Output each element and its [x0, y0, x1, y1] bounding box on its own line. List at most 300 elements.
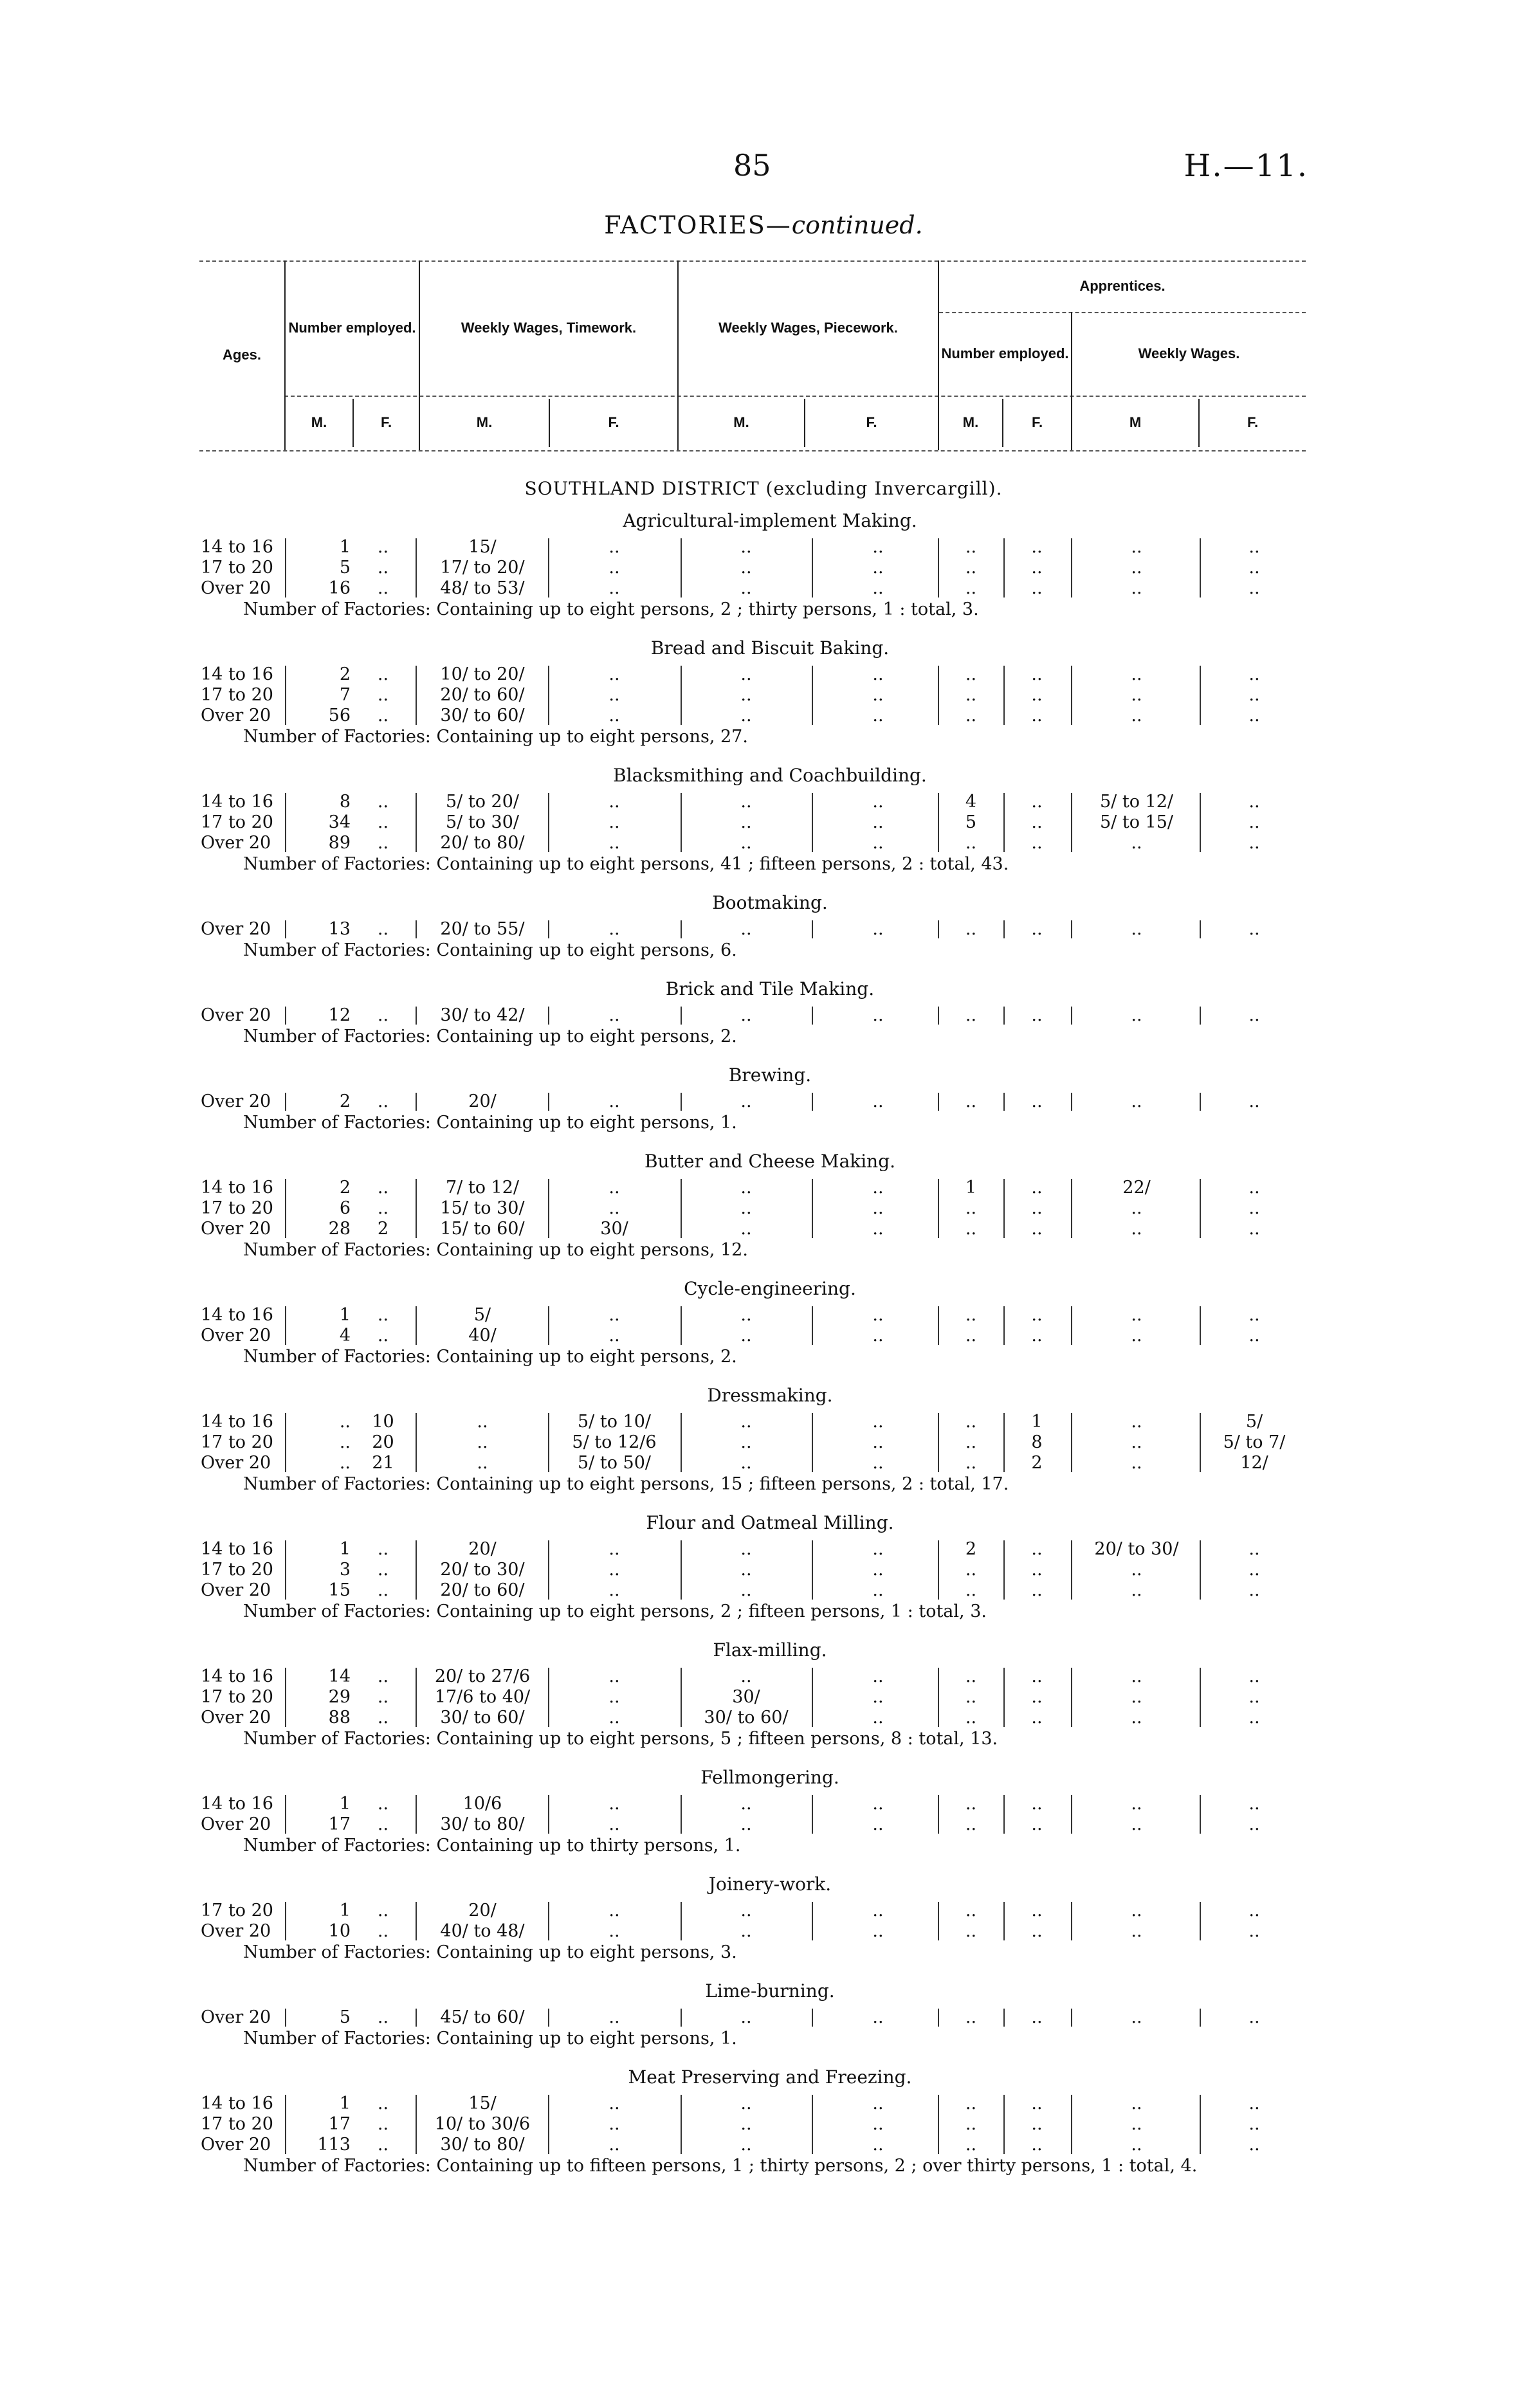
header-m: M. — [733, 414, 749, 431]
employed-m-cell: 17 — [328, 1814, 351, 1834]
apprentice-wages-f-cell: .. — [1248, 706, 1260, 725]
industry-section — [0, 1762, 1527, 1857]
employed-m-cell: 13 — [328, 919, 351, 939]
apprentices-f-cell: .. — [1031, 1178, 1043, 1198]
industry-section — [0, 632, 1527, 748]
apprentices-f-cell: .. — [1031, 1539, 1043, 1559]
timework-f-cell: .. — [608, 1005, 620, 1025]
apprentice-wages-f-cell: .. — [1248, 1005, 1260, 1025]
industry-section — [0, 1145, 1527, 1261]
industry-section — [0, 760, 1527, 875]
apprentices-m-cell: .. — [965, 833, 977, 853]
piecework-m-cell: .. — [740, 537, 752, 557]
timework-m-cell: .. — [477, 1432, 488, 1452]
factory-count-note: Number of Factories: Containing up to fifteen persons, 1 ; thirty persons, 2 ; over thirty persons, 1 : total, 4. — [243, 2156, 1198, 2176]
employed-f-cell: 21 — [372, 1453, 394, 1473]
timework-f-cell: .. — [608, 1687, 620, 1707]
piecework-f-cell: .. — [872, 558, 884, 578]
employed-m-cell: 1 — [339, 1901, 351, 1920]
timework-f-cell: .. — [608, 2135, 620, 2155]
apprentices-m-cell: .. — [965, 1219, 977, 1239]
apprentices-m-cell: .. — [965, 578, 977, 598]
apprentice-wages-f-cell: .. — [1248, 2093, 1260, 2113]
piecework-f-cell: .. — [872, 2093, 884, 2113]
industry-title: Joinery-work. — [708, 1874, 832, 1895]
timework-m-cell: .. — [477, 1412, 488, 1432]
apprentices-f-cell: .. — [1031, 1198, 1043, 1218]
piecework-m-cell: .. — [740, 1198, 752, 1218]
piecework-f-cell: .. — [872, 1666, 884, 1686]
timework-f-cell: .. — [608, 558, 620, 578]
timework-f-cell: 5/ to 12/6 — [572, 1432, 657, 1452]
apprentices-f-cell: .. — [1031, 1814, 1043, 1834]
timework-m-cell: 40/ — [468, 1326, 497, 1345]
employed-f-cell: .. — [377, 1560, 389, 1580]
timework-m-cell: 30/ to 42/ — [440, 1005, 525, 1025]
employed-f-cell: .. — [377, 664, 389, 684]
employed-f-cell: .. — [377, 1198, 389, 1218]
header-m: M — [1129, 414, 1142, 431]
piecework-f-cell: .. — [872, 1432, 884, 1452]
age-cell: 14 to 16 — [201, 664, 273, 684]
apprentices-f-cell: .. — [1031, 1326, 1043, 1345]
apprentices-f-cell: .. — [1031, 1921, 1043, 1941]
apprentices-m-cell: .. — [965, 1794, 977, 1814]
industry-rows — [0, 664, 1527, 726]
apprentices-m-cell: .. — [965, 1091, 977, 1111]
apprentices-f-cell: .. — [1031, 2135, 1043, 2155]
apprentice-wages-m-cell: .. — [1131, 833, 1142, 853]
employed-f-cell: .. — [377, 1178, 389, 1198]
piecework-f-cell: .. — [872, 1539, 884, 1559]
industry-title: Bread and Biscuit Baking. — [650, 637, 890, 659]
header-m: M. — [962, 414, 979, 431]
employed-m-cell: 10 — [328, 1921, 351, 1941]
table-row — [0, 1560, 1527, 1580]
timework-f-cell: 30/ — [600, 1219, 628, 1239]
piecework-m-cell: .. — [740, 1091, 752, 1111]
age-cell: Over 20 — [201, 1921, 271, 1941]
industry-section — [0, 1868, 1527, 1964]
title-main: FACTORIES— — [604, 211, 792, 239]
apprentice-wages-f-cell: .. — [1248, 1539, 1260, 1559]
piecework-f-cell: .. — [872, 2007, 884, 2027]
employed-m-cell: 5 — [339, 2007, 351, 2027]
industry-sections — [0, 505, 1527, 2177]
apprentices-m-cell: .. — [965, 664, 977, 684]
piecework-m-cell: .. — [740, 1901, 752, 1920]
factory-count-note: Number of Factories: Containing up to eight persons, 15 ; fifteen persons, 2 : total, 17. — [243, 1474, 1009, 1494]
timework-f-cell: .. — [608, 1326, 620, 1345]
apprentices-f-cell: .. — [1031, 1091, 1043, 1111]
employed-f-cell: .. — [377, 1708, 389, 1728]
employed-m-cell: 56 — [328, 706, 351, 725]
table-row — [0, 1921, 1527, 1942]
timework-m-cell: 15/ to 60/ — [440, 1219, 525, 1239]
timework-m-cell: 15/ — [468, 2093, 497, 2113]
apprentices-f-cell: .. — [1031, 537, 1043, 557]
industry-section — [0, 1059, 1527, 1134]
piecework-m-cell: 30/ to 60/ — [704, 1708, 789, 1728]
table-row — [0, 1901, 1527, 1921]
employed-f-cell: .. — [377, 558, 389, 578]
age-cell: 17 to 20 — [201, 1560, 273, 1580]
industry-rows — [0, 792, 1527, 853]
employed-m-cell: 16 — [328, 578, 351, 598]
header-m: M. — [476, 414, 493, 431]
apprentice-wages-m-cell: .. — [1131, 1666, 1142, 1686]
piecework-m-cell: .. — [740, 1305, 752, 1325]
timework-m-cell: 20/ — [468, 1091, 497, 1111]
header-weekly-wages-piecework: Weekly Wages, Piecework. — [718, 319, 898, 336]
industry-title: Agricultural-implement Making. — [623, 510, 917, 531]
table-row — [0, 1219, 1527, 1239]
piecework-m-cell: .. — [740, 685, 752, 705]
apprentices-m-cell: 5 — [965, 812, 977, 832]
industry-title: Fellmongering. — [700, 1767, 839, 1788]
table-row — [0, 558, 1527, 578]
employed-f-cell: .. — [377, 706, 389, 725]
timework-m-cell: 45/ to 60/ — [440, 2007, 525, 2027]
table-row — [0, 1580, 1527, 1601]
page-number: 85 — [733, 148, 771, 183]
factory-count-note: Number of Factories: Containing up to eight persons, 5 ; fifteen persons, 8 : total, 13. — [243, 1729, 998, 1749]
employed-m-cell: 6 — [339, 1198, 351, 1218]
apprentice-wages-m-cell: .. — [1131, 1305, 1142, 1325]
apprentice-wages-m-cell: .. — [1131, 1412, 1142, 1432]
timework-m-cell: 10/6 — [462, 1794, 502, 1814]
apprentices-f-cell: .. — [1031, 1666, 1043, 1686]
table-row — [0, 1453, 1527, 1473]
apprentices-f-cell: .. — [1031, 792, 1043, 812]
age-cell: Over 20 — [201, 1708, 271, 1728]
employed-m-cell: .. — [339, 1453, 351, 1473]
piecework-m-cell: .. — [740, 2135, 752, 2155]
employed-f-cell: 20 — [372, 1432, 394, 1452]
table-header — [199, 260, 1306, 453]
timework-f-cell: .. — [608, 1901, 620, 1920]
piecework-f-cell: .. — [872, 1794, 884, 1814]
timework-f-cell: .. — [608, 1539, 620, 1559]
table-row — [0, 1326, 1527, 1346]
factory-count-note: Number of Factories: Containing up to eight persons, 41 ; fifteen persons, 2 : total, 43. — [243, 854, 1009, 874]
table-row — [0, 1794, 1527, 1814]
apprentice-wages-m-cell: .. — [1131, 1580, 1142, 1600]
industry-rows — [0, 919, 1527, 940]
piecework-m-cell: .. — [740, 1178, 752, 1198]
apprentices-f-cell: .. — [1031, 2114, 1043, 2134]
apprentices-m-cell: .. — [965, 1005, 977, 1025]
employed-f-cell: .. — [377, 685, 389, 705]
timework-f-cell: 5/ to 10/ — [578, 1412, 651, 1432]
timework-f-cell: .. — [608, 1666, 620, 1686]
factory-count-note: Number of Factories: Containing up to eight persons, 2 ; thirty persons, 1 : total, 3. — [243, 599, 979, 619]
apprentices-m-cell: .. — [965, 1198, 977, 1218]
table-row — [0, 1539, 1527, 1560]
timework-f-cell: .. — [608, 792, 620, 812]
apprentice-wages-f-cell: .. — [1248, 1580, 1260, 1600]
piecework-m-cell: .. — [740, 1219, 752, 1239]
apprentice-wages-f-cell: .. — [1248, 2114, 1260, 2134]
apprentice-wages-f-cell: .. — [1248, 537, 1260, 557]
timework-f-cell: 5/ to 50/ — [578, 1453, 651, 1473]
apprentices-f-cell: .. — [1031, 1560, 1043, 1580]
table-row — [0, 1687, 1527, 1708]
apprentice-wages-f-cell: .. — [1248, 1921, 1260, 1941]
table-row — [0, 792, 1527, 812]
employed-f-cell: .. — [377, 2135, 389, 2155]
apprentices-f-cell: .. — [1031, 2093, 1043, 2113]
table-row — [0, 664, 1527, 685]
age-cell: Over 20 — [201, 2007, 271, 2027]
table-row — [0, 1005, 1527, 1026]
timework-m-cell: 30/ to 60/ — [440, 1708, 525, 1728]
apprentices-m-cell: .. — [965, 2135, 977, 2155]
employed-f-cell: .. — [377, 1326, 389, 1345]
industry-rows — [0, 1005, 1527, 1026]
piecework-f-cell: .. — [872, 706, 884, 725]
employed-f-cell: .. — [377, 1666, 389, 1686]
timework-m-cell: 30/ to 80/ — [440, 2135, 525, 2155]
apprentices-f-cell: .. — [1031, 1005, 1043, 1025]
table-row — [0, 1198, 1527, 1219]
apprentice-wages-f-cell: .. — [1248, 1305, 1260, 1325]
employed-m-cell: 1 — [339, 2093, 351, 2113]
apprentice-wages-f-cell: 5/ to 7/ — [1223, 1432, 1286, 1452]
employed-m-cell: 12 — [328, 1005, 351, 1025]
industry-title: Lime-burning. — [705, 1980, 835, 2002]
apprentice-wages-m-cell: .. — [1131, 2114, 1142, 2134]
piecework-m-cell: .. — [740, 1580, 752, 1600]
age-cell: 14 to 16 — [201, 1539, 273, 1559]
apprentices-f-cell: .. — [1031, 706, 1043, 725]
piecework-m-cell: .. — [740, 1453, 752, 1473]
timework-f-cell: .. — [608, 1091, 620, 1111]
apprentices-m-cell: .. — [965, 537, 977, 557]
apprentice-wages-f-cell: .. — [1248, 685, 1260, 705]
employed-m-cell: 28 — [328, 1219, 351, 1239]
apprentice-wages-m-cell: .. — [1131, 578, 1142, 598]
piecework-f-cell: .. — [872, 1219, 884, 1239]
employed-m-cell: 1 — [339, 1305, 351, 1325]
piecework-f-cell: .. — [872, 792, 884, 812]
timework-m-cell: 20/ — [468, 1901, 497, 1920]
timework-f-cell: .. — [608, 2007, 620, 2027]
industry-rows — [0, 1539, 1527, 1601]
apprentices-m-cell: .. — [965, 1580, 977, 1600]
employed-f-cell: .. — [377, 1580, 389, 1600]
piecework-m-cell: .. — [740, 1539, 752, 1559]
industry-title: Meat Preserving and Freezing. — [628, 2066, 912, 2088]
table-row — [0, 1708, 1527, 1728]
apprentices-m-cell: .. — [965, 1687, 977, 1707]
apprentice-wages-m-cell: .. — [1131, 1901, 1142, 1920]
employed-m-cell: 88 — [328, 1708, 351, 1728]
timework-f-cell: .. — [608, 537, 620, 557]
table-row — [0, 537, 1527, 558]
employed-f-cell: .. — [377, 1091, 389, 1111]
apprentice-wages-m-cell: 20/ to 30/ — [1094, 1539, 1179, 1559]
piecework-f-cell: .. — [872, 685, 884, 705]
employed-m-cell: 2 — [339, 1091, 351, 1111]
apprentices-m-cell: .. — [965, 1453, 977, 1473]
employed-f-cell: 2 — [377, 1219, 389, 1239]
age-cell: Over 20 — [201, 1453, 271, 1473]
apprentice-wages-f-cell: 5/ — [1245, 1412, 1263, 1432]
apprentice-wages-m-cell: .. — [1131, 1005, 1142, 1025]
timework-m-cell: 20/ to 30/ — [440, 1560, 525, 1580]
employed-f-cell: .. — [377, 1005, 389, 1025]
apprentice-wages-m-cell: 5/ to 15/ — [1100, 812, 1173, 832]
employed-f-cell: .. — [377, 1794, 389, 1814]
apprentice-wages-m-cell: .. — [1131, 537, 1142, 557]
employed-m-cell: 7 — [339, 685, 351, 705]
piecework-m-cell: 30/ — [732, 1687, 760, 1707]
age-cell: Over 20 — [201, 706, 271, 725]
timework-m-cell: 20/ to 60/ — [440, 685, 525, 705]
industry-title: Flour and Oatmeal Milling. — [646, 1512, 894, 1533]
header-f: F. — [1247, 414, 1259, 431]
header-weekly-wages-timework: Weekly Wages, Timework. — [461, 319, 637, 336]
industry-rows — [0, 1178, 1527, 1239]
apprentice-wages-f-cell: .. — [1248, 1814, 1260, 1834]
apprentices-m-cell: 2 — [965, 1539, 977, 1559]
industry-rows — [0, 1794, 1527, 1835]
industry-rows — [0, 2007, 1527, 2028]
employed-m-cell: 14 — [328, 1666, 351, 1686]
industry-rows — [0, 537, 1527, 599]
apprentice-wages-f-cell: .. — [1248, 1687, 1260, 1707]
age-cell: Over 20 — [201, 1814, 271, 1834]
apprentices-f-cell: .. — [1031, 558, 1043, 578]
employed-m-cell: 2 — [339, 1178, 351, 1198]
age-cell: Over 20 — [201, 578, 271, 598]
piecework-f-cell: .. — [872, 1198, 884, 1218]
employed-f-cell: .. — [377, 578, 389, 598]
apprentices-f-cell: .. — [1031, 1901, 1043, 1920]
industry-section — [0, 1507, 1527, 1623]
age-cell: Over 20 — [201, 1219, 271, 1239]
piecework-f-cell: .. — [872, 2135, 884, 2155]
age-cell: 17 to 20 — [201, 1198, 273, 1218]
page-title — [0, 211, 1527, 239]
piecework-f-cell: .. — [872, 1580, 884, 1600]
apprentice-wages-f-cell: .. — [1248, 1666, 1260, 1686]
apprentices-f-cell: 1 — [1031, 1412, 1043, 1432]
age-cell: 14 to 16 — [201, 1412, 273, 1432]
timework-f-cell: .. — [608, 685, 620, 705]
apprentice-wages-f-cell: .. — [1248, 919, 1260, 939]
employed-f-cell: .. — [377, 2114, 389, 2134]
employed-m-cell: 15 — [328, 1580, 351, 1600]
piecework-f-cell: .. — [872, 1091, 884, 1111]
age-cell: 17 to 20 — [201, 812, 273, 832]
factory-count-note: Number of Factories: Containing up to eight persons, 6. — [243, 940, 737, 960]
piecework-m-cell: .. — [740, 1005, 752, 1025]
age-cell: 17 to 20 — [201, 558, 273, 578]
header-f: F. — [608, 414, 619, 431]
apprentice-wages-m-cell: .. — [1131, 1560, 1142, 1580]
piecework-f-cell: .. — [872, 1560, 884, 1580]
header-f: F. — [866, 414, 877, 431]
timework-f-cell: .. — [608, 812, 620, 832]
apprentice-wages-f-cell: .. — [1248, 2135, 1260, 2155]
apprentices-f-cell: 2 — [1031, 1453, 1043, 1473]
age-cell: Over 20 — [201, 1326, 271, 1345]
piecework-f-cell: .. — [872, 833, 884, 853]
apprentices-m-cell: .. — [965, 1412, 977, 1432]
apprentice-wages-f-cell: .. — [1248, 1901, 1260, 1920]
apprentice-wages-m-cell: 22/ — [1122, 1178, 1151, 1198]
apprentices-f-cell: .. — [1031, 1219, 1043, 1239]
piecework-m-cell: .. — [740, 2114, 752, 2134]
apprentice-wages-m-cell: .. — [1131, 558, 1142, 578]
timework-m-cell: 17/ to 20/ — [440, 558, 525, 578]
factory-count-note: Number of Factories: Containing up to eight persons, 2. — [243, 1026, 737, 1046]
employed-f-cell: .. — [377, 812, 389, 832]
industry-section — [0, 1380, 1527, 1495]
apprentice-wages-m-cell: .. — [1131, 2135, 1142, 2155]
industry-section — [0, 1273, 1527, 1368]
piecework-m-cell: .. — [740, 792, 752, 812]
age-cell: 17 to 20 — [201, 1687, 273, 1707]
apprentices-m-cell: .. — [965, 1432, 977, 1452]
factory-count-note: Number of Factories: Containing up to thirty persons, 1. — [243, 1836, 741, 1856]
apprentice-wages-m-cell: .. — [1131, 685, 1142, 705]
timework-m-cell: 15/ — [468, 537, 497, 557]
apprentices-m-cell: .. — [965, 2114, 977, 2134]
age-cell: 14 to 16 — [201, 1666, 273, 1686]
apprentices-m-cell: .. — [965, 1921, 977, 1941]
piecework-f-cell: .. — [872, 1901, 884, 1920]
timework-m-cell: 15/ to 30/ — [440, 1198, 525, 1218]
apprentice-wages-m-cell: .. — [1131, 1708, 1142, 1728]
piecework-m-cell: .. — [740, 2093, 752, 2113]
piecework-f-cell: .. — [872, 1921, 884, 1941]
piecework-m-cell: .. — [740, 558, 752, 578]
industry-title: Blacksmithing and Coachbuilding. — [613, 765, 927, 786]
employed-f-cell: .. — [377, 1814, 389, 1834]
apprentices-f-cell: .. — [1031, 833, 1043, 853]
factory-count-note: Number of Factories: Containing up to eight persons, 2 ; fifteen persons, 1 : total, 3. — [243, 1601, 987, 1621]
page-reference: H.—11. — [1184, 148, 1308, 184]
piecework-f-cell: .. — [872, 1708, 884, 1728]
employed-m-cell: 1 — [339, 1539, 351, 1559]
piecework-f-cell: .. — [872, 1005, 884, 1025]
employed-f-cell: .. — [377, 919, 389, 939]
apprentice-wages-f-cell: .. — [1248, 1091, 1260, 1111]
industry-section — [0, 887, 1527, 962]
piecework-m-cell: .. — [740, 1432, 752, 1452]
age-cell: 17 to 20 — [201, 1901, 273, 1920]
employed-m-cell: .. — [339, 1412, 351, 1432]
piecework-f-cell: .. — [872, 537, 884, 557]
table-row — [0, 578, 1527, 599]
industry-title: Flax-milling. — [713, 1639, 827, 1661]
table-row — [0, 1432, 1527, 1453]
table-row — [0, 812, 1527, 833]
piecework-m-cell: .. — [740, 1814, 752, 1834]
timework-m-cell: 10/ to 20/ — [440, 664, 525, 684]
timework-f-cell: .. — [608, 1560, 620, 1580]
apprentices-f-cell: 8 — [1031, 1432, 1043, 1452]
employed-m-cell: 4 — [339, 1326, 351, 1345]
apprentices-m-cell: .. — [965, 1708, 977, 1728]
employed-f-cell: .. — [377, 833, 389, 853]
timework-f-cell: .. — [608, 1198, 620, 1218]
age-cell: Over 20 — [201, 2135, 271, 2155]
apprentices-f-cell: .. — [1031, 1305, 1043, 1325]
